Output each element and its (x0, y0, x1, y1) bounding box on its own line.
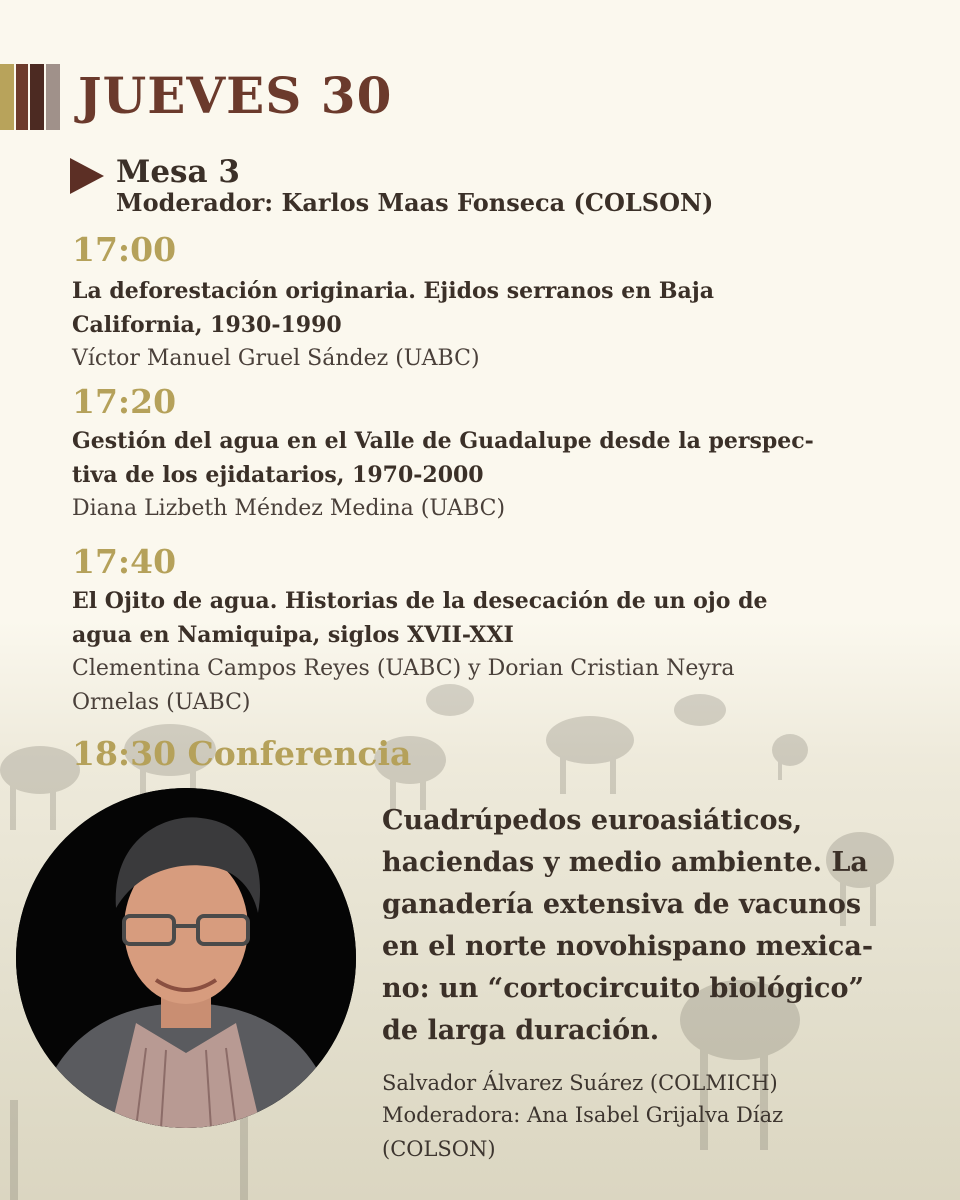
conference-moderator (382, 1098, 902, 1166)
gold-bar (0, 64, 14, 130)
talk-author-line: Diana Lizbeth Méndez Medina (UABC) (72, 496, 506, 521)
talk-title-line: agua en Namiquipa, siglos XVII-XXI (72, 622, 514, 648)
talk-title-line: California, 1930-1990 (72, 312, 342, 338)
talk-author-line: Víctor Manuel Gruel Sández (UABC) (72, 346, 480, 371)
talk-author-line: Ornelas (UABC) (72, 690, 251, 715)
conference-title (382, 800, 922, 1052)
talk-author (72, 652, 832, 720)
talk-time: 17:00 (72, 230, 177, 269)
brown-bar (16, 64, 28, 130)
conference-speaker: Salvador Álvarez Suárez (COLMICH) (382, 1071, 778, 1095)
conference-time-label: 18:30 Conferencia (72, 734, 412, 773)
gray-bar (46, 64, 60, 130)
talk-title-line: La deforestación originaria. Ejidos serranos en Baja (72, 278, 714, 304)
talk-title (72, 424, 832, 492)
talk-title-line: El Ojito de agua. Historias de la desecación de un ojo de (72, 588, 768, 614)
talk-title (72, 584, 832, 652)
title-decoration-bars (0, 64, 60, 130)
day-title: JUEVES 30 (78, 66, 393, 125)
talk-title (72, 274, 832, 342)
play-arrow-icon (70, 158, 104, 194)
session-name: Mesa 3 (116, 154, 240, 190)
conference-title-line: Cuadrúpedos euroasiáticos, (382, 805, 803, 836)
conference-moderator-line: Moderadora: Ana Isabel Grijalva Díaz (382, 1103, 784, 1127)
conference-title-line: en el norte novohispano mexica- (382, 931, 874, 962)
speaker-photo (16, 788, 356, 1128)
conference-moderator-line: (COLSON) (382, 1137, 496, 1161)
talk-time: 17:20 (72, 382, 177, 421)
talk-author-line: Clementina Campos Reyes (UABC) y Dorian Cristian Neyra (72, 656, 735, 681)
talk-time: 17:40 (72, 542, 177, 581)
talk-author (72, 342, 832, 376)
speaker-portrait-image (16, 788, 356, 1128)
talk-author (72, 492, 832, 526)
conference-title-line: de larga duración. (382, 1015, 660, 1046)
dark-brown-bar (30, 64, 44, 130)
conference-title-line: no: un “cortocircuito biológico” (382, 973, 865, 1004)
talk-title-line: tiva de los ejidatarios, 1970-2000 (72, 462, 484, 488)
session-moderator: Moderador: Karlos Maas Fonseca (COLSON) (116, 188, 714, 217)
conference-title-line: ganadería extensiva de vacunos (382, 889, 862, 920)
conference-title-line: haciendas y medio ambiente. La (382, 847, 868, 878)
talk-title-line: Gestión del agua en el Valle de Guadalupe desde la perspec- (72, 428, 814, 454)
